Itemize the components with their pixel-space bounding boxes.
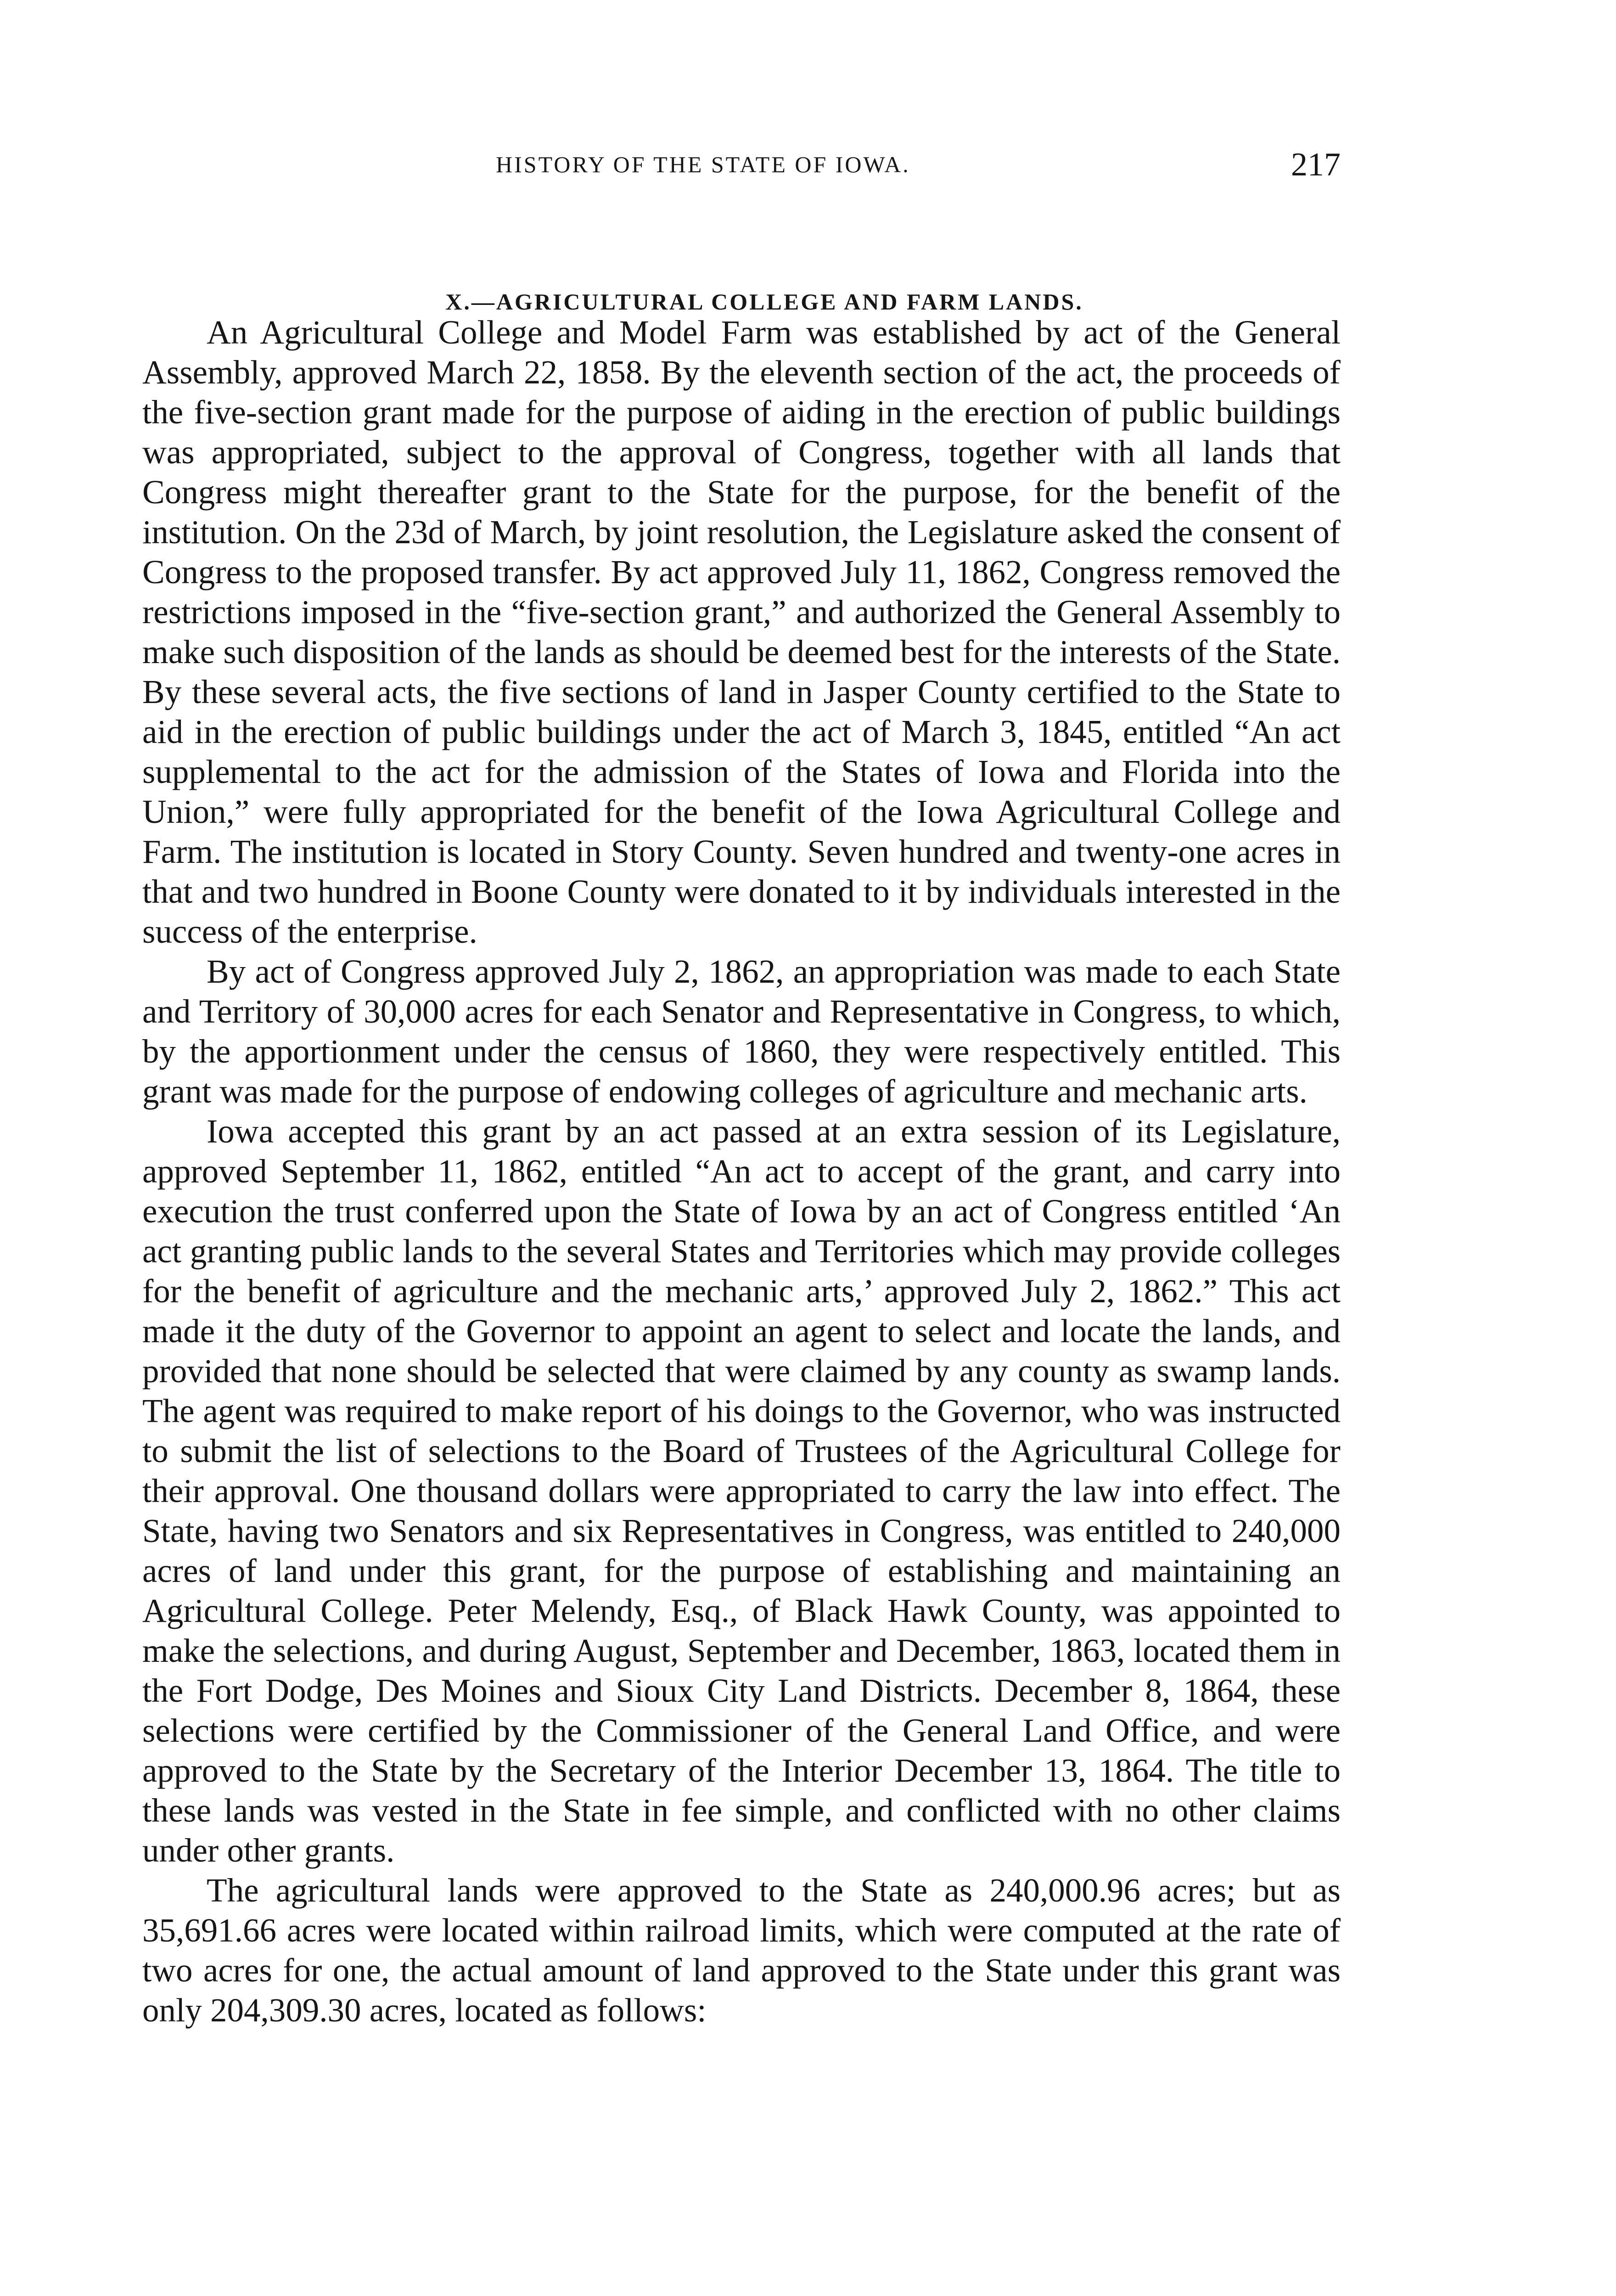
body-text — [142, 312, 1341, 2030]
section-heading: X.—AGRICULTURAL COLLEGE AND FARM LANDS. — [445, 288, 1083, 315]
paragraph-iowa-acceptance: Iowa accepted this grant by an act passed at an extra session of its Legislature, approved September 11, 1862, entitled “An act to accept of the grant, and carry into execution the trust conferred upon the State of Iowa by an act of Congress entitled ‘An act granting public lands to the several States and Territories which may provide colleges for the benefit of agriculture and the mechanic arts,’ approved July 2, 1862.” This act made it the duty of the Governor to appoint an agent to select and locate the lands, and provided that none should be selected that were claimed by any county as swamp lands. The agent was required to make report of his doings to the Governor, who was instructed to submit the list of selections to the Board of Trustees of the Agricultural College for their approval. One thousand dollars were appropriated to carry the law into effect. The State, having two Senators and six Representatives in Congress, was entitled to 240,000 acres of land under this grant, for the purpose of establishing and maintaining an Agricultural College. Peter Melendy, Esq., of Black Hawk County, was appointed to make the selections, and during August, September and December, 1863, located them in the Fort Dodge, Des Moines and Sioux City Land Districts. December 8, 1864, these selections were certified by the Commissioner of the General Land Office, and were approved to the State by the Secretary of the Interior December 13, 1864. The title to these lands was vested in the State in fee simple, and conflicted with no other claims under other grants. — [142, 1113, 1341, 1869]
running-head-title: HISTORY OF THE STATE OF IOWA. — [496, 152, 910, 177]
paragraph-land-approval: The agricultural lands were approved to the State as 240,000.96 acres; but as 35,691.66 acres were located within railroad limits, which were computed at the rate of two acres for one, the actual amount of land approved to the State under this grant was only 204,309.30 acres, located as follows: — [142, 1872, 1341, 2029]
running-head — [142, 146, 1341, 183]
paragraph-congressional-grant: By act of Congress approved July 2, 1862, an appropriation was made to each State and Territory of 30,000 acres for each Senator and Representative in Congress, to which, by the apportionment under the census of 1860, they were respectively entitled. This grant was made for the purpose of endowing colleges of agriculture and mechanic arts. — [142, 953, 1341, 1110]
page-number: 217 — [1291, 146, 1341, 183]
paragraph-college-establishment: An Agricultural College and Model Farm was established by act of the General Assembly, approved March 22, 1858. By the eleventh section of the act, the proceeds of the five-section grant made for the purpose of aiding in the erection of public buildings was appropriated, subject to the approval of Congress, together with all lands that Congress might thereafter grant to the State for the purpose, for the benefit of the institution. On the 23d of March, by joint resolution, the Legislature asked the consent of Congress to the proposed transfer. By act approved July 11, 1862, Congress removed the restrictions imposed in the “five-section grant,” and authorized the General Assembly to make such disposition of the lands as should be deemed best for the interests of the State. By these several acts, the five sections of land in Jasper County certified to the State to aid in the erection of public buildings under the act of March 3, 1845, entitled “An act supplemental to the act for the admission of the States of Iowa and Florida into the Union,” were fully appropriated for the benefit of the Iowa Agricultural College and Farm. The institution is located in Story County. Seven hundred and twenty-one acres in that and two hundred in Boone County were donated to it by individuals interested in the success of the enterprise. — [142, 314, 1341, 950]
